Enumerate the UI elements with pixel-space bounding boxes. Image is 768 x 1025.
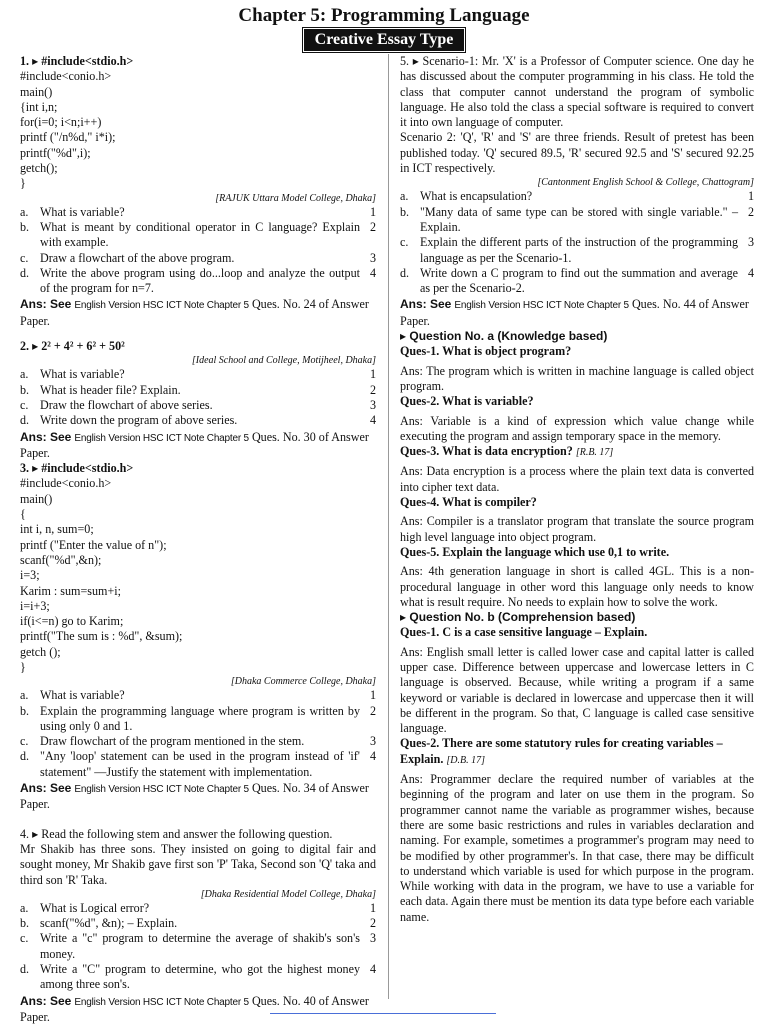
answer-ques: Ques. No. 40 of Answer Paper. bbox=[20, 993, 369, 1024]
question-scenario: Scenario 2: 'Q', 'R' and 'S' are three friends. Result of pretest has been published today. 'Q' secured 89.5, 'R' secured 92.5 and 'S' secured 92.25 in ICT respectively. bbox=[400, 130, 754, 176]
answer-prefix: Ans: See bbox=[20, 297, 72, 312]
sub-label: a. bbox=[20, 688, 29, 703]
sub-text: "Any 'loop' statement can be used in the program instead of 'if' statement" —Justify the statement with implementation. bbox=[40, 749, 360, 779]
sub-label: d. bbox=[400, 265, 410, 280]
sub-question bbox=[20, 266, 376, 297]
sub-marks: 2 bbox=[369, 703, 376, 718]
code-line: for(i=0; i<n;i++) bbox=[20, 115, 102, 130]
answer-book: English Version HSC ICT Note Chapter 5 bbox=[454, 300, 629, 312]
sub-question bbox=[20, 220, 376, 251]
code-line: i=i+3; bbox=[20, 598, 50, 613]
answer-reference bbox=[20, 430, 376, 462]
sub-text: What is header file? Explain. bbox=[40, 382, 181, 397]
answer-ques: Ques. No. 30 of Answer Paper. bbox=[20, 429, 369, 460]
sub-label: c. bbox=[20, 931, 29, 946]
answer-prefix: Ans: See bbox=[20, 993, 72, 1008]
sub-text: Write the above program using do...loop and analyze the output of the program for n=7. bbox=[40, 265, 360, 296]
sub-label: d. bbox=[20, 265, 30, 280]
sub-question bbox=[20, 916, 376, 931]
answer-reference bbox=[20, 781, 376, 813]
sub-label: d. bbox=[20, 962, 30, 977]
code-line: printf ("/n%d," i*i); bbox=[20, 130, 116, 145]
sub-label: a. bbox=[20, 367, 29, 382]
sub-label: b. bbox=[20, 916, 30, 931]
answer-book: English Version HSC ICT Note Chapter 5 bbox=[74, 996, 249, 1008]
code-line: 3. ▸ #include<stdio.h> bbox=[20, 461, 134, 476]
sub-question bbox=[20, 413, 376, 428]
section-banner: Creative Essay Type bbox=[304, 29, 465, 51]
qa-answer: Ans: Data encryption is a process where the plain text data is converted into cipher text data. bbox=[400, 464, 754, 494]
sub-question bbox=[400, 205, 754, 236]
column-divider bbox=[388, 54, 389, 999]
sub-question bbox=[20, 688, 376, 703]
sub-text: Write down the program of above series. bbox=[40, 413, 238, 428]
code-line: printf ("Enter the value of n"); bbox=[20, 537, 167, 552]
sub-question bbox=[20, 749, 376, 780]
sub-text: What is variable? bbox=[40, 688, 125, 703]
sub-marks: 1 bbox=[369, 204, 376, 219]
qa-source: [R.B. 17] bbox=[575, 447, 614, 459]
sub-question bbox=[20, 931, 376, 962]
sub-question bbox=[400, 235, 754, 266]
code-line: int i, n, sum=0; bbox=[20, 522, 94, 537]
qa-question: Ques-2. There are some statutory rules for creating variables – Explain. [D.B. 17] bbox=[400, 736, 723, 766]
sub-label: d. bbox=[20, 413, 30, 428]
sub-text: scanf("%d", &n); – Explain. bbox=[40, 916, 178, 931]
sub-marks: 4 bbox=[369, 413, 376, 428]
sub-text: Write a "C" program to determine, who got the highest money among three son's. bbox=[40, 962, 360, 992]
question-source: [Dhaka Commerce College, Dhaka] bbox=[230, 676, 376, 688]
sub-question bbox=[20, 205, 376, 220]
sub-marks: 3 bbox=[747, 235, 754, 250]
answer-prefix: Ans: See bbox=[400, 297, 452, 312]
sub-label: c. bbox=[20, 250, 29, 265]
answer-reference bbox=[20, 297, 376, 329]
code-line: if(i<=n) go to Karim; bbox=[20, 614, 124, 629]
sub-question bbox=[20, 367, 376, 382]
spacer bbox=[20, 329, 376, 339]
sub-question bbox=[20, 734, 376, 749]
sub-question bbox=[20, 251, 376, 266]
sub-text: Draw the flowchart of above series. bbox=[40, 397, 213, 412]
code-line: #include<conio.h> bbox=[20, 476, 112, 491]
qa-question: Ques-2. What is variable? bbox=[400, 394, 534, 409]
sub-label: b. bbox=[20, 219, 30, 234]
sub-marks: 2 bbox=[369, 219, 376, 234]
sub-marks: 3 bbox=[369, 250, 376, 265]
sub-marks: 4 bbox=[369, 962, 376, 977]
sub-label: c. bbox=[20, 734, 29, 749]
question-source: [RAJUK Uttara Model College, Dhaka] bbox=[215, 192, 376, 204]
qa-question: Ques-5. Explain the language which use 0,1 to write. bbox=[400, 544, 670, 559]
footer-rule bbox=[270, 1013, 496, 1014]
answer-reference bbox=[20, 994, 376, 1025]
qa-source: [D.B. 17] bbox=[446, 754, 486, 766]
code-line: scanf("%d",&n); bbox=[20, 552, 102, 567]
sub-marks: 4 bbox=[747, 265, 754, 280]
sub-marks: 4 bbox=[369, 749, 376, 764]
qa-answer: Ans: Programmer declare the required number of variables at the beginning of the program and later on use them in the program. So programmer cannot name the variable as programmer wishes, because there are some basic restrictions and rules in variables declaration and naming. For example, sometimes a programmer's program may need to be modified by other programmer's. In that case, there may be difficult to understand which variable is used for which purpose in the program. While working with data in the program, we have to use a variable for each data. Again there must be mention its data type before each variable name. bbox=[400, 772, 754, 924]
sub-text: Explain the programming language where program is written by using only 0 and 1. bbox=[40, 703, 360, 733]
question-stem: 4. ▸ Read the following stem and answer the following question. bbox=[20, 826, 333, 841]
qa-answer: Ans: 4th generation language in short is called 4GL. This is a non-procedural language in other word this language only needs to know what is result require. No needs to explain how to solve the work. bbox=[400, 564, 754, 609]
answer-prefix: Ans: See bbox=[20, 781, 72, 796]
sub-label: a. bbox=[20, 900, 29, 915]
answer-reference bbox=[400, 297, 754, 329]
question-stem: 5. ▸ Scenario-1: Mr. 'X' is a Professor of Computer science. One day he has discussed about the computer programming in his class. He told the class that computer cannot understand the program of symbolic language. He also told the class a special software is required to convert it into own language of computer. bbox=[400, 54, 754, 130]
sub-text: Draw flowchart of the program mentioned in the stem. bbox=[40, 734, 305, 749]
sub-text: Explain the different parts of the instruction of the programming language as per the Scenario-1. bbox=[420, 235, 738, 265]
sub-label: c. bbox=[20, 397, 29, 412]
left-column bbox=[20, 54, 376, 1025]
question-source: [Dhaka Residential Model College, Dhaka] bbox=[200, 888, 376, 900]
section-heading: ▸ Question No. a (Knowledge based) bbox=[400, 329, 608, 344]
code-line: printf("%d",i); bbox=[20, 145, 91, 160]
qa-answer: Ans: Variable is a kind of expression which value change while executing the program and assign temporary space in the memory. bbox=[400, 413, 754, 443]
sub-question bbox=[20, 901, 376, 916]
sub-label: c. bbox=[400, 235, 409, 250]
sub-text: What is variable? bbox=[40, 204, 125, 219]
code-line: main() bbox=[20, 84, 53, 99]
sub-question bbox=[20, 962, 376, 993]
sub-text: What is encapsulation? bbox=[420, 189, 533, 204]
answer-ques: Ques. No. 44 of Answer Paper. bbox=[400, 297, 749, 328]
code-line: {int i,n; bbox=[20, 99, 58, 114]
qa-question: Ques-4. What is compiler? bbox=[400, 495, 537, 510]
code-line: 1. ▸ #include<stdio.h> bbox=[20, 54, 134, 68]
sub-question bbox=[20, 383, 376, 398]
code-line: } bbox=[20, 176, 26, 191]
answer-ques: Ques. No. 24 of Answer Paper. bbox=[20, 297, 369, 328]
sub-text: What is meant by conditional operator in C language? Explain with example. bbox=[40, 219, 360, 250]
sub-text: Write a "c" program to determine the average of shakib's son's money. bbox=[40, 931, 360, 961]
sub-label: a. bbox=[20, 204, 29, 219]
chapter-title: Chapter 5: Programming Language bbox=[238, 5, 530, 26]
question-stem: 2. ▸ 2² + 4² + 6² + 50² bbox=[20, 339, 125, 354]
code-line: #include<conio.h> bbox=[20, 69, 112, 84]
sub-marks: 4 bbox=[369, 265, 376, 280]
code-line: { bbox=[20, 507, 26, 522]
qa-question: Ques-1. C is a case sensitive language – Explain. bbox=[400, 625, 648, 640]
qa-question: Ques-1. What is object program? bbox=[400, 344, 572, 359]
sub-marks: 1 bbox=[369, 688, 376, 703]
sub-marks: 2 bbox=[369, 382, 376, 397]
code-line: Karim : sum=sum+i; bbox=[20, 583, 121, 598]
code-line: } bbox=[20, 659, 26, 674]
sub-label: a. bbox=[400, 189, 409, 204]
sub-marks: 2 bbox=[747, 204, 754, 219]
answer-book: English Version HSC ICT Note Chapter 5 bbox=[74, 300, 249, 312]
sub-question bbox=[400, 189, 754, 204]
sub-marks: 1 bbox=[369, 900, 376, 915]
section-heading: ▸ Question No. b (Comprehension based) bbox=[400, 610, 636, 625]
code-line: getch(); bbox=[20, 161, 58, 176]
sub-label: b. bbox=[20, 382, 30, 397]
answer-book: English Version HSC ICT Note Chapter 5 bbox=[74, 784, 249, 796]
code-line: printf("The sum is : %d", &sum); bbox=[20, 629, 183, 644]
sub-label: d. bbox=[20, 749, 30, 764]
sub-marks: 3 bbox=[369, 397, 376, 412]
qa-question: Ques-3. What is data encryption? [R.B. 17] bbox=[400, 444, 614, 459]
sub-text: "Many data of same type can be stored with single variable." – Explain. bbox=[420, 204, 738, 234]
sub-marks: 3 bbox=[369, 734, 376, 749]
sub-question bbox=[400, 266, 754, 297]
spacer bbox=[20, 813, 376, 827]
question-body: Mr Shakib has three sons. They insisted on going to digital fair and sought money, Mr Shakib gave first son 'P' Taka, Second son 'Q' taka and third son 'R' Taka. bbox=[20, 841, 376, 887]
sub-label: b. bbox=[20, 703, 30, 718]
sub-text: Draw a flowchart of the above program. bbox=[40, 250, 235, 265]
right-column bbox=[400, 54, 754, 925]
qa-answer: Ans: The program which is written in machine language is called object program. bbox=[400, 363, 754, 393]
sub-text: What is variable? bbox=[40, 367, 125, 382]
sub-question bbox=[20, 704, 376, 735]
code-line: i=3; bbox=[20, 568, 40, 583]
question-source: [Cantonment English School & College, Chattogram] bbox=[537, 177, 754, 189]
code-line: main() bbox=[20, 491, 53, 506]
sub-marks: 3 bbox=[369, 931, 376, 946]
answer-ques: Ques. No. 34 of Answer Paper. bbox=[20, 781, 369, 812]
answer-prefix: Ans: See bbox=[20, 429, 72, 444]
sub-marks: 1 bbox=[747, 189, 754, 204]
qa-answer: Ans: English small letter is called lower case and capital latter is called upper case. Difference between uppercase and lowercase letters in C language is observed. Because, while writing a program if a same keyword or variable is declared in lowercase and uppercase then it will be different in the program. So that, C language is called case sensitive language. bbox=[400, 644, 754, 736]
code-line: getch (); bbox=[20, 644, 61, 659]
sub-marks: 1 bbox=[369, 367, 376, 382]
question-source: [Ideal School and College, Motijheel, Dhaka] bbox=[191, 355, 376, 367]
page-header bbox=[0, 5, 768, 51]
sub-label: b. bbox=[400, 204, 410, 219]
answer-book: English Version HSC ICT Note Chapter 5 bbox=[74, 432, 249, 444]
sub-text: Write down a C program to find out the summation and average as per the Scenario-2. bbox=[420, 265, 738, 296]
sub-marks: 2 bbox=[369, 916, 376, 931]
qa-answer: Ans: Compiler is a translator program that translate the source program high level language into object program. bbox=[400, 514, 754, 544]
sub-question bbox=[20, 398, 376, 413]
sub-text: What is Logical error? bbox=[40, 900, 150, 915]
